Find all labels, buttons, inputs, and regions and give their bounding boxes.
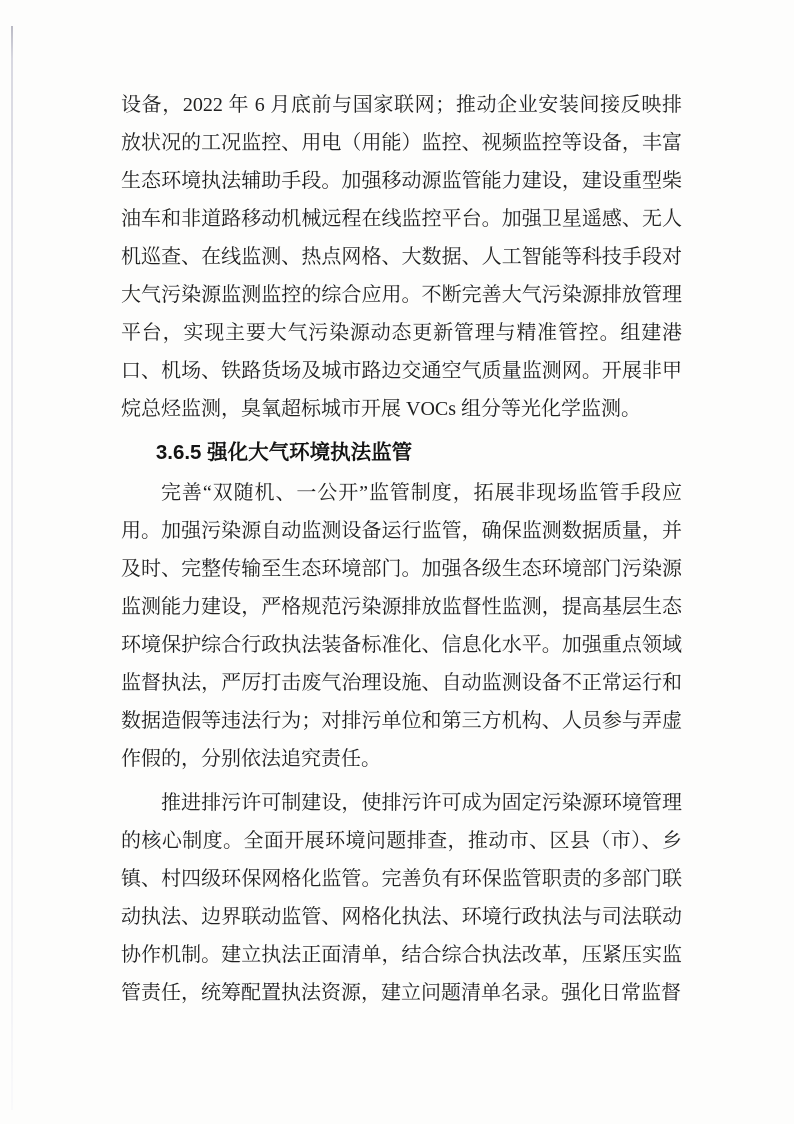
document-text-block xyxy=(121,86,682,1012)
scan-edge-artifact-line xyxy=(11,26,13,1110)
paragraph-pollution-permit-system: 推进排污许可制建设，使排污许可成为固定污染源环境管理的核心制度。全面开展环境问题排查，推动市、区县（市）、乡镇、村四级环保网格化监管。完善负有环保监管职责的多部门联动执法、边界联动监管、网格化执法、环境行政执法与司法联动协作机制。建立执法正面清单，结合综合执法改革，压紧压实监管责任，统筹配置执法资源，建立问题清单名录。强化日常监督 xyxy=(121,792,682,1004)
section-heading-3-6-5: 3.6.5 强化大气环境执法监管 xyxy=(155,441,413,464)
paragraph-enforcement-supervision: 完善“双随机、一公开”监管制度，拓展非现场监管手段应用。加强污染源自动监测设备运行监管，确保监测数据质量，并及时、完整传输至生态环境部门。加强各级生态环境部门污染源监测能力建设，严格规范污染源排放监督性监测，提高基层生态环境保护综合行政执法装备标准化、信息化水平。加强重点领域监督执法，严厉打击废气治理设施、自动监测设备不正常运行和数据造假等违法行为；对排污单位和第三方机构、人员参与弄虚作假的，分别依法追究责任。 xyxy=(121,482,682,770)
paragraph-monitoring-equipment-continuation: 设备，2022 年 6 月底前与国家联网；推动企业安装间接反映排放状况的工况监控、用电（用能）监控、视频监控等设备，丰富生态环境执法辅助手段。加强移动源监管能力建设，建设重型柴油车和非道路移动机械远程在线监控平台。加强卫星遥感、无人机巡查、在线监测、热点网格、大数据、人工智能等科技手段对大气污染源监测监控的综合应用。不断完善大气污染源排放管理平台，实现主要大气污染源动态更新管理与精准管控。组建港口、机场、铁路货场及城市路边交通空气质量监测网。开展非甲烷总烃监测，臭氧超标城市开展 VOCs 组分等光化学监测。 xyxy=(121,94,682,420)
